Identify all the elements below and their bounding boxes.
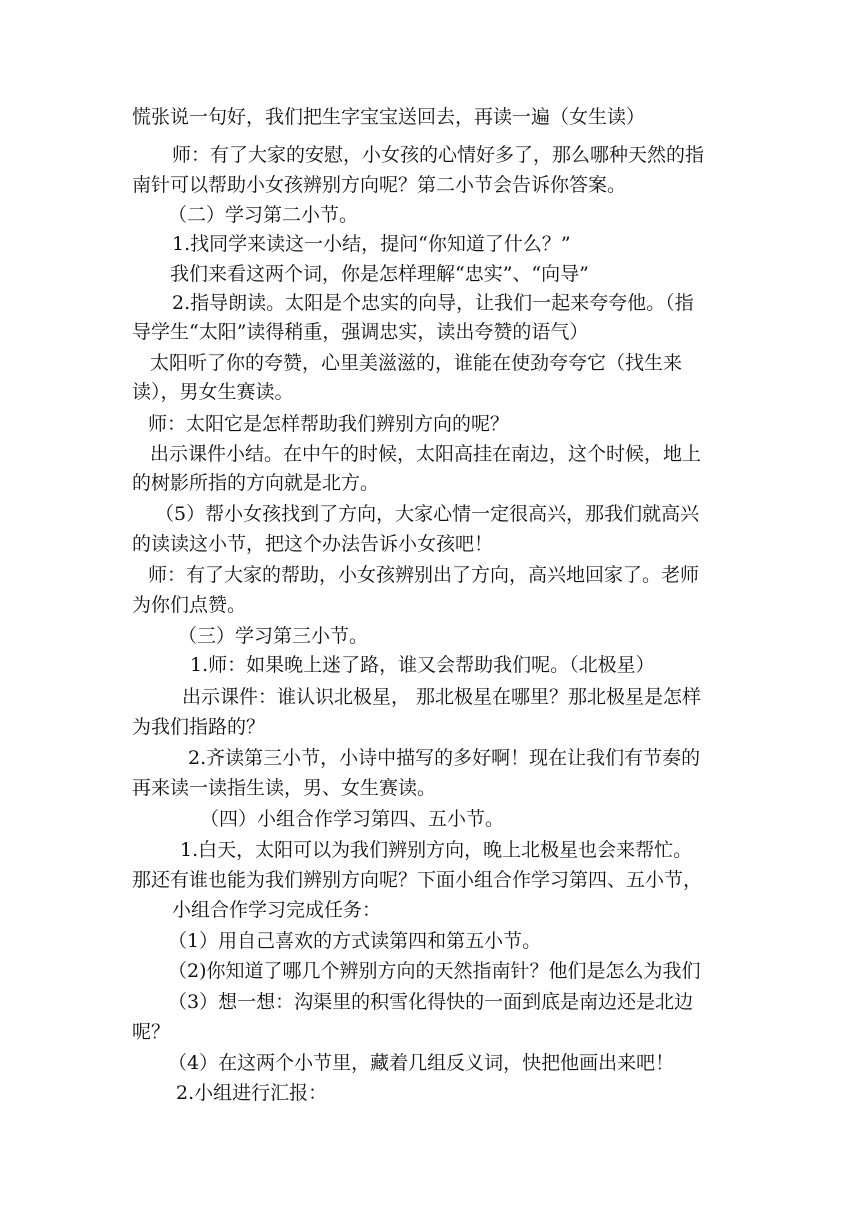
text-line: 的读读这小节，把这个办法告诉小女孩吧！: [132, 533, 494, 555]
text-line: （二）学习第二小节。: [168, 204, 359, 226]
text-line: （5）帮小女孩找到了方向，大家心情一定很高兴，那我们就高兴: [155, 503, 700, 525]
text-line: 1.白天，太阳可以为我们辨别方向，晚上北极星也会来帮忙。: [180, 839, 693, 861]
text-line: 师：有了大家的帮助，小女孩辨别出了方向，高兴地回家了。老师: [148, 564, 700, 586]
text-line: 师：有了大家的安慰，小女孩的心情好多了，那么哪种天然的指: [172, 144, 705, 166]
text-line: 2.小组进行汇报：: [176, 1082, 328, 1104]
text-line: 呢？: [132, 1021, 171, 1043]
text-line: （2)你知道了哪几个辨别方向的天然指南针？他们是怎么为我们: [168, 960, 701, 982]
text-line: 太阳听了你的夸赞，心里美滋滋的，谁能在使劲夸夸它（找生来: [150, 352, 683, 374]
text-line: 为我们指路的？: [132, 716, 266, 738]
text-line: （4）在这两个小节里，藏着几组反义词，快把他画出来吧！: [168, 1052, 675, 1074]
text-line: （1）用自己喜欢的方式读第四和第五小节。: [168, 930, 542, 952]
text-line: 南针可以帮助小女孩辨别方向呢？第二小节会告诉你答案。: [132, 174, 627, 196]
text-line: 那还有谁也能为我们辨别方向呢？下面小组合作学习第四、五小节，: [132, 869, 703, 891]
text-line: （三）学习第三小节。: [178, 625, 369, 647]
text-line: 2.齐读第三小节，小诗中描写的多好啊！现在让我们有节奏的: [188, 747, 701, 769]
text-line: 慌张说一句好，我们把生字宝宝送回去，再读一遍（女生读）: [132, 106, 646, 128]
text-line: 师：太阳它是怎样帮助我们辨别方向的呢？: [148, 413, 510, 435]
text-line: 我们来看这两个词，你是怎样理解“忠实”、“向导”: [170, 263, 589, 285]
text-line: 导学生“太阳”读得稍重，强调忠实，读出夸赞的语气）: [132, 321, 589, 343]
text-line: 1.师：如果晚上迷了路，谁又会帮助我们呢。（北极星）: [190, 654, 655, 676]
text-line: 2.指导朗读。太阳是个忠实的向导，让我们一起来夸夸他。（指: [172, 292, 694, 314]
text-line: （四）小组合作学习第四、五小节。: [200, 808, 505, 830]
text-line: 出示课件小结。在中午的时候，太阳高挂在南边，这个时候，地上: [150, 443, 702, 465]
text-line: 出示课件：谁认识北极星， 那北极星在哪里？那北极星是怎样: [182, 686, 702, 708]
text-line: （3）想一想：沟渠里的积雪化得快的一面到底是南边还是北边: [168, 991, 694, 1013]
text-line: 小组合作学习完成任务：: [172, 899, 382, 921]
text-line: 再来读一读指生读，男、女生赛读。: [132, 777, 437, 799]
text-line: 为你们点赞。: [132, 594, 247, 616]
text-line: 的树影所指的方向就是北方。: [132, 472, 380, 494]
text-line: 读），男女生赛读。: [132, 381, 294, 403]
text-line: 1.找同学来读这一小结，提问“你知道了什么？”: [172, 233, 571, 255]
